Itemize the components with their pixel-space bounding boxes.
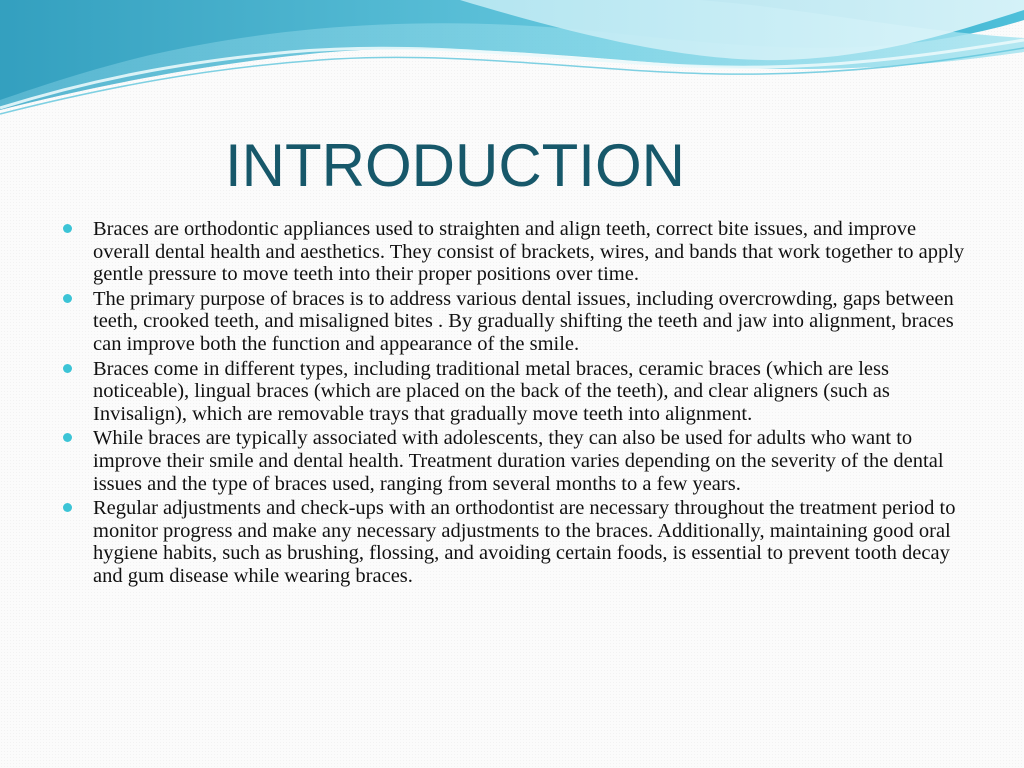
bullet-item-types <box>58 358 970 426</box>
bullet-text: Braces come in different types, including traditional metal braces, ceramic braces (which are less noticeable), lingual braces (which are placed on the back of the teeth), and clear aligners (such as Invisalign), which are removable trays that gradually move teeth into alignment. <box>93 357 890 425</box>
bullet-list <box>58 218 970 590</box>
bullet-dot-icon <box>63 433 72 442</box>
bullet-dot-icon <box>63 364 72 373</box>
bullet-dot-icon <box>63 503 72 512</box>
bullet-text: Braces are orthodontic appliances used to straighten and align teeth, correct bite issues, and improve overall dental health and aesthetics. They consist of brackets, wires, and bands that work together to apply gentle pressure to move teeth into their proper positions over time. <box>93 218 965 286</box>
bullet-item-purpose <box>58 288 970 356</box>
bullet-item-what-are-braces <box>58 218 970 286</box>
wave-header-decoration <box>0 0 1024 125</box>
bullet-text: The primary purpose of braces is to address various dental issues, including overcrowding, gaps between teeth, crooked teeth, and misaligned bites . By gradually shifting the teeth and jaw into alignment, braces can improve both the function and appearance of the smile. <box>93 287 954 355</box>
bullet-item-age-duration <box>58 427 970 495</box>
slide-title: INTRODUCTION <box>225 132 685 199</box>
bullet-text: While braces are typically associated with adolescents, they can also be used for adults who want to improve their smile and dental health. Treatment duration varies depending on the severity of the dental issues and the type of braces used, ranging from several months to a few years. <box>93 427 944 495</box>
bullet-dot-icon <box>63 224 72 233</box>
bullet-dot-icon <box>63 294 72 303</box>
bullet-item-maintenance <box>58 497 970 587</box>
bullet-text: Regular adjustments and check-ups with an orthodontist are necessary throughout the treatment period to monitor progress and make any necessary adjustments to the braces. Additionally, maintaining good oral hygiene habits, such as brushing, flossing, and avoiding certain foods, is essential to prevent tooth decay and gum disease while wearing braces. <box>93 497 956 587</box>
